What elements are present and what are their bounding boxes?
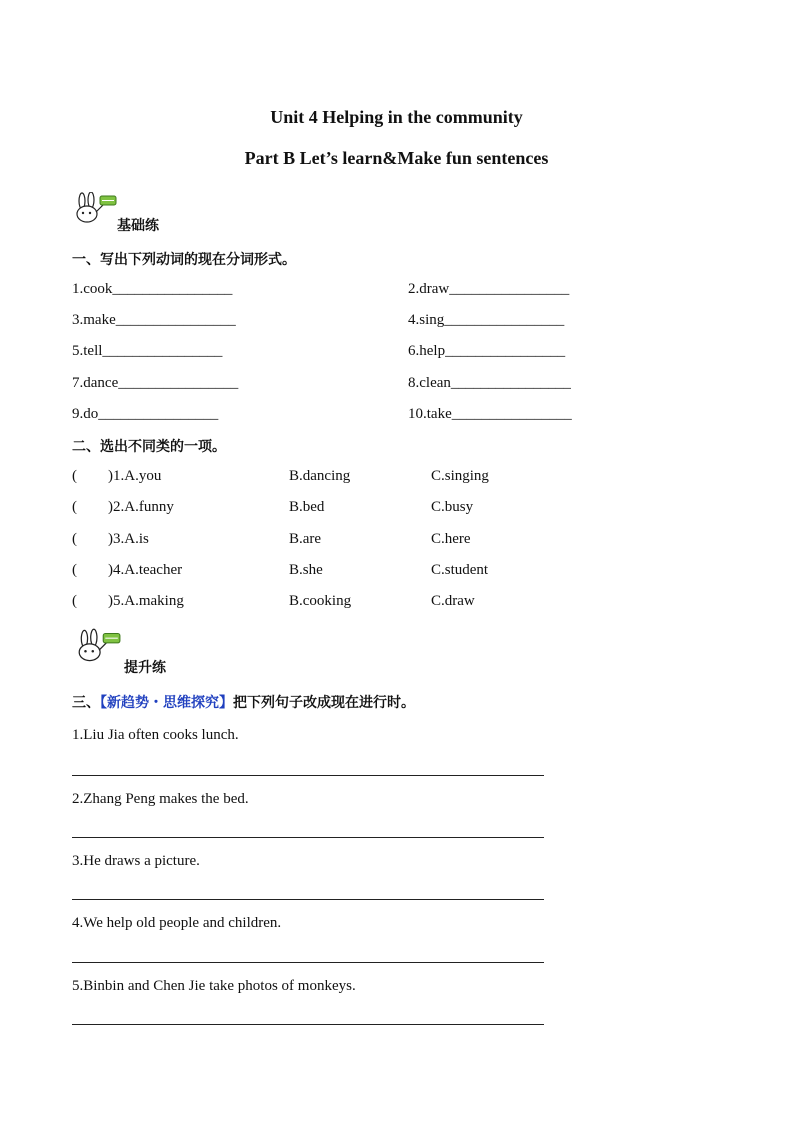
page-title: Unit 4 Helping in the community [270,107,523,127]
fill-item: 1.cook________________ [72,281,233,297]
choice-option-b: B.bed [289,499,325,515]
bunny-mascot-icon [74,628,122,664]
bunny-mascot-icon [72,192,118,224]
sentence-item: 3.He draws a picture. [72,853,200,869]
choice-bracket: ( [72,593,77,609]
choice-option-c: C.student [431,562,489,578]
sentence-item: 4.We help old people and children. [72,915,282,931]
answer-line [72,899,544,900]
choice-bracket: ( [72,531,77,547]
fill-item: 8.clean________________ [408,375,571,391]
section-advanced-label: 提升练 [124,660,166,676]
fill-item: 3.make________________ [72,312,236,328]
choice-option-c: C.draw [431,593,475,609]
choice-option-a: )3.A.is [108,531,149,547]
sentence-item: 5.Binbin and Chen Jie take photos of monkeys. [72,978,356,994]
choice-option-a: )1.A.you [108,468,162,484]
answer-line [72,775,544,776]
part3-prefix: 三、 [72,695,100,711]
sentence-item: 2.Zhang Peng makes the bed. [72,791,249,807]
fill-item: 7.dance________________ [72,375,239,391]
fill-item: 9.do________________ [72,406,219,422]
answer-line [72,837,544,838]
section-basic-label: 基础练 [117,218,159,234]
fill-item: 6.help________________ [408,343,566,359]
choice-option-b: B.she [289,562,323,578]
choice-option-b: B.dancing [289,468,351,484]
choice-option-c: C.here [431,531,471,547]
choice-option-a: )4.A.teacher [108,562,183,578]
choice-option-a: )5.A.making [108,593,184,609]
choice-option-b: B.are [289,531,322,547]
answer-line [72,962,544,963]
part3-instruction: 把下列句子改成现在进行时。 [233,695,415,711]
sentence-item: 1.Liu Jia often cooks lunch. [72,727,239,743]
answer-line [72,1024,544,1025]
part3-highlight-tag: 【新趋势・思维探究】 [100,695,233,711]
fill-item: 4.sing________________ [408,312,565,328]
choice-bracket: ( [72,468,77,484]
part1-heading: 一、写出下列动词的现在分词形式。 [72,252,296,268]
fill-item: 5.tell________________ [72,343,223,359]
choice-option-b: B.cooking [289,593,352,609]
fill-item: 2.draw________________ [408,281,570,297]
choice-option-a: )2.A.funny [108,499,174,515]
part3-heading [72,692,415,712]
page-subtitle: Part B Let’s learn&Make fun sentences [244,148,549,168]
choice-bracket: ( [72,499,77,515]
choice-bracket: ( [72,562,77,578]
choice-option-c: C.busy [431,499,474,515]
fill-item: 10.take________________ [408,406,572,422]
part2-heading: 二、选出不同类的一项。 [72,439,226,455]
choice-option-c: C.singing [431,468,489,484]
